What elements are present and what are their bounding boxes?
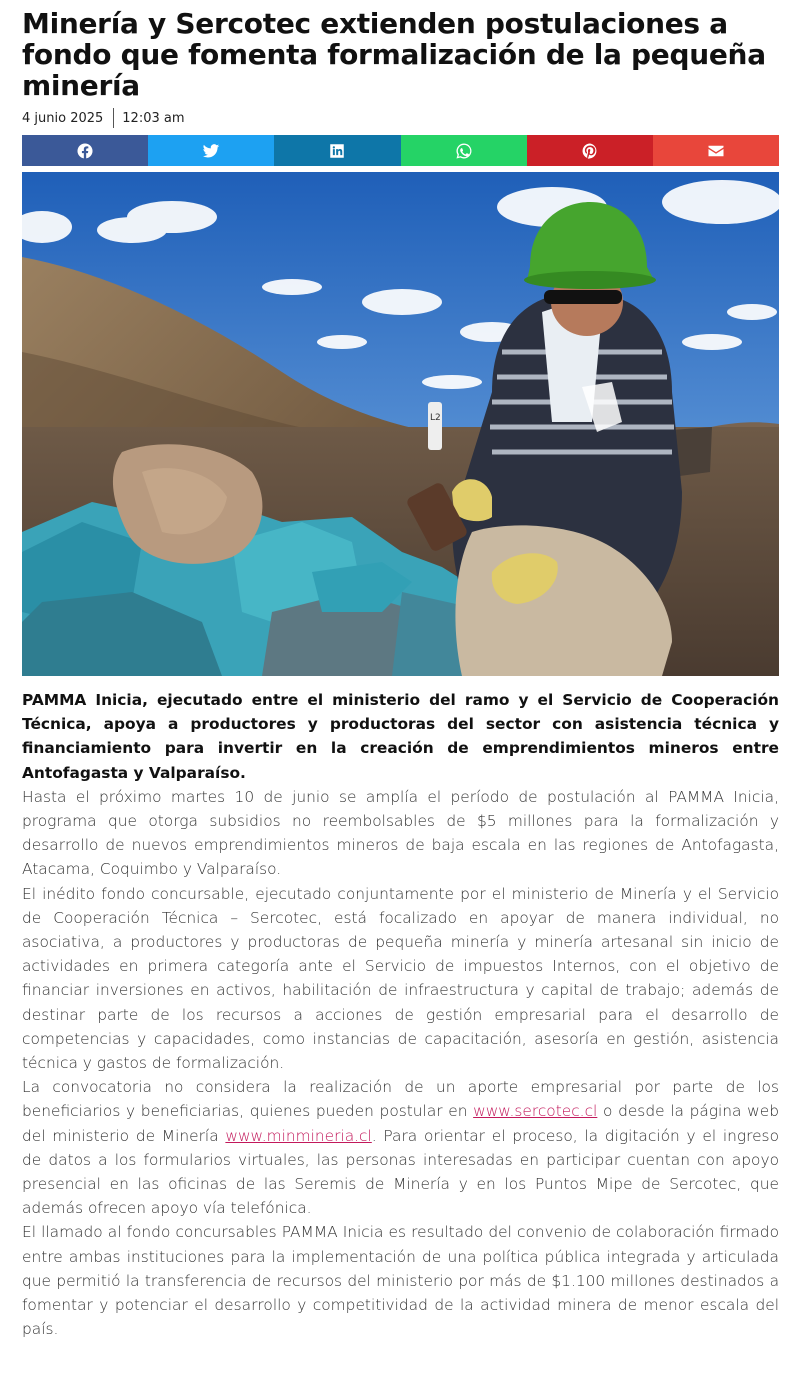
whatsapp-icon: [455, 142, 473, 160]
share-linkedin-button[interactable]: [274, 135, 400, 166]
article-body: [22, 688, 779, 1341]
article-date: 4 junio 2025: [22, 110, 104, 126]
paragraph-text: o desde la página web del ministerio de Minería: [22, 1102, 779, 1145]
sercotec-link[interactable]: www.sercotec.cl: [473, 1102, 598, 1121]
article-paragraph: El llamado al fondo concursables PAMMA Inicia es resultado del convenio de colaboración firmado entre ambas instituciones para la implementación de una política pública integrada y articulada que permitió la transferencia de recursos del ministerio por más de $1.100 millones destinados a fomentar y potenciar el desarrollo y competitividad de la actividad minera de menor escala del país.: [22, 1223, 779, 1339]
share-email-button[interactable]: [653, 135, 779, 166]
share-facebook-button[interactable]: [22, 135, 148, 166]
paragraph-text: La convocatoria no considera la realización de un aporte empresarial por parte de los beneficiarios y beneficiarias, quienes pueden postular en: [22, 1078, 779, 1121]
article-meta: [22, 107, 779, 129]
share-bar: [22, 135, 779, 166]
article-container: [22, 0, 779, 1341]
article-paragraph: Hasta el próximo martes 10 de junio se amplía el período de postulación al PAMMA Inicia, programa que otorga subsidios no reembolsables de $5 millones para la formalización y desarrollo de nuevos emprendimientos mineros de baja escala en las regiones de Antofagasta, Atacama, Coquimbo y Valparaíso.: [22, 787, 779, 879]
email-icon: [707, 142, 725, 160]
meta-divider: [113, 108, 114, 128]
svg-text:L2: L2: [430, 413, 441, 423]
article-paragraph: [22, 1075, 779, 1220]
article-lead: PAMMA Inicia, ejecutado entre el ministerio del ramo y el Servicio de Cooperación Técnica, apoya a productores y productoras del sector con asistencia técnica y financiamiento para invertir en la creación de emprendimientos mineros entre Antofagasta y Valparaíso.: [22, 691, 779, 782]
twitter-icon: [202, 142, 220, 160]
article-paragraph: El inédito fondo concursable, ejecutado conjuntamente por el ministerio de Minería y el Servicio de Cooperación Técnica – Sercotec, está focalizado en apoyar de manera individual, no asociativa, a productores y productoras de pequeña minería y minería artesanal sin inicio de actividades en primera categoría ante el Servicio de impuestos Internos, con el objetivo de financiar inversiones en activos, habilitación de infraestructura y capital de trabajo; además de destinar parte de los recursos a acciones de gestión empresarial para el desarrollo de competencias y capacidades, como instancias de capacitación, asesoría en gestión, asistencia técnica y gastos de formalización.: [22, 884, 779, 1073]
paragraph-text: . Para orientar el proceso, la digitación y el ingreso de datos a los formularios virtuales, las personas interesadas en participar cuentan con apoyo presencial en las oficinas de las Seremis de Minería y en los Puntos Mipe de Sercotec, que además ofrecen apoyo vía telefónica.: [22, 1126, 779, 1218]
facebook-icon: [76, 142, 94, 160]
article-title: Minería y Sercotec extienden postulaciones a fondo que fomenta formalización de la pequeña minería: [22, 7, 766, 102]
linkedin-icon: [328, 142, 346, 160]
pinterest-icon: [581, 142, 599, 160]
minmineria-link[interactable]: www.minmineria.cl: [225, 1126, 372, 1145]
share-whatsapp-button[interactable]: [401, 135, 527, 166]
article-time: 12:03 am: [122, 110, 185, 126]
share-pinterest-button[interactable]: [527, 135, 653, 166]
hero-image: [22, 172, 779, 676]
share-twitter-button[interactable]: [148, 135, 274, 166]
